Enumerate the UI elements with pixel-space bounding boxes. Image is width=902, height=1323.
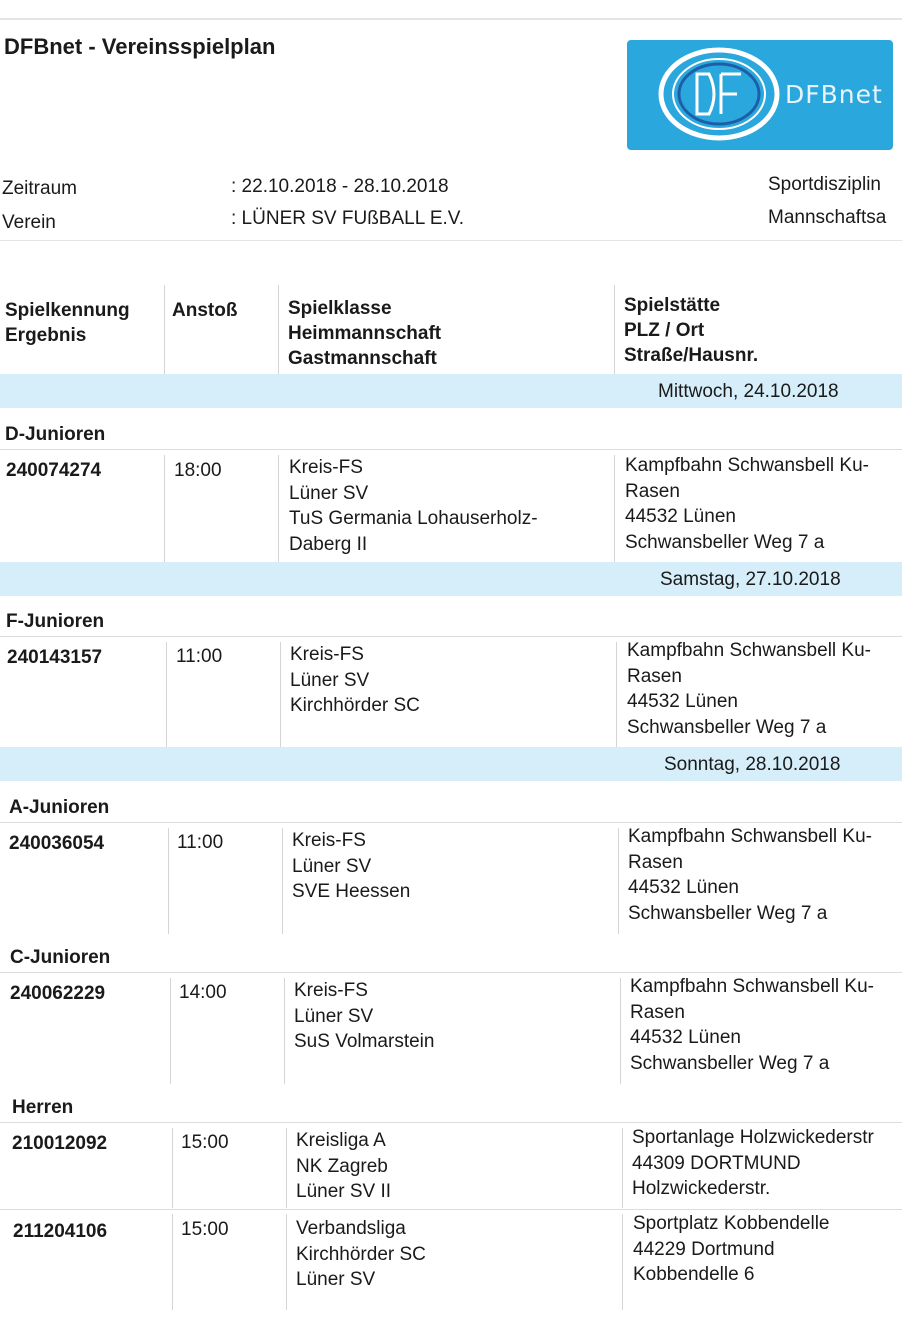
dfbnet-logo [627,40,893,150]
group-label: C-Junioren [10,947,111,968]
page-title: DFBnet - Vereinsspielplan [4,34,276,59]
match-id: 240062229 [10,983,106,1004]
day-label: Samstag, 27.10.2018 [660,569,841,590]
match-time: 18:00 [174,460,222,481]
verein-value: : LÜNER SV FUßBALL E.V. [231,208,465,229]
logo-text: DFBnet [785,80,883,109]
match-info: Kreisliga A NK Zagreb Lüner SV II [296,1130,392,1203]
verein-label: Verein [2,212,56,233]
table-row [0,642,902,748]
match-id: 240036054 [9,833,105,854]
match-info: Kreis-FS Lüner SV Kirchhörder SC [290,644,420,717]
row-divider [0,449,902,450]
group-label: D-Junioren [5,424,106,445]
dfb-emblem-icon [657,44,781,144]
table-row [0,1214,902,1310]
header-divider [614,285,615,375]
row-divider [0,1209,902,1210]
match-venue: Kampfbahn Schwansbell Ku- Rasen 44532 Lünen Schwansbeller Weg 7 a [625,455,869,553]
day-label: Sonntag, 28.10.2018 [664,754,841,775]
day-label: Mittwoch, 24.10.2018 [658,381,839,402]
group-label: A-Junioren [9,797,110,818]
match-time: 11:00 [177,832,224,853]
match-venue: Sportplatz Kobbendelle 44229 Dortmund Kobbendelle 6 [633,1213,830,1286]
zeitraum-value: : 22.10.2018 - 28.10.2018 [231,176,449,197]
match-venue: Kampfbahn Schwansbell Ku- Rasen 44532 Lünen Schwansbeller Weg 7 a [627,640,871,738]
header-spielklasse: Spielklasse Heimmannschaft Gastmannschaft [288,298,442,369]
zeitraum-label: Zeitraum [2,178,77,199]
match-time: 14:00 [179,982,227,1003]
match-id: 240074274 [6,460,102,481]
table-row [0,1128,902,1208]
header-divider [164,285,165,375]
match-info: Kreis-FS Lüner SV SuS Volmarstein [294,980,435,1053]
day-bar [0,374,902,408]
match-time: 15:00 [181,1219,229,1240]
match-info: Kreis-FS Lüner SV SVE Heessen [292,830,411,903]
match-id: 240143157 [7,647,103,668]
mannschaft-label: Mannschaftsa [768,207,887,228]
top-divider [0,18,902,20]
table-row [0,978,902,1084]
row-divider [0,636,902,637]
day-bar [0,747,902,781]
match-venue: Sportanlage Holzwickederstr 44309 DORTMUND Holzwickederstr. [632,1127,874,1200]
day-bar [0,562,902,596]
match-time: 11:00 [176,646,223,667]
group-label: F-Junioren [6,611,105,632]
match-venue: Kampfbahn Schwansbell Ku- Rasen 44532 Lünen Schwansbeller Weg 7 a [628,826,872,924]
table-row [0,828,902,934]
match-venue: Kampfbahn Schwansbell Ku- Rasen 44532 Lünen Schwansbeller Weg 7 a [630,976,874,1074]
row-divider [0,822,902,823]
header-spielkennung: Spielkennung Ergebnis [5,300,130,346]
row-divider [0,972,902,973]
header-spielstaette: Spielstätte PLZ / Ort Straße/Hausnr. [624,295,759,366]
sportdisziplin-label: Sportdisziplin [768,174,881,195]
match-id: 210012092 [12,1133,108,1154]
match-info: Kreis-FS Lüner SV TuS Germania Lohauserholz- Daberg II [289,457,538,555]
match-time: 15:00 [181,1132,229,1153]
match-id: 211204106 [13,1221,108,1242]
header-anstoss: Anstoß [172,300,238,321]
row-divider [0,1122,902,1123]
group-label: Herren [12,1097,74,1118]
header-divider [278,285,279,375]
meta-divider [0,240,902,241]
table-row [0,455,902,563]
match-info: Verbandsliga Kirchhörder SC Lüner SV [296,1218,426,1291]
